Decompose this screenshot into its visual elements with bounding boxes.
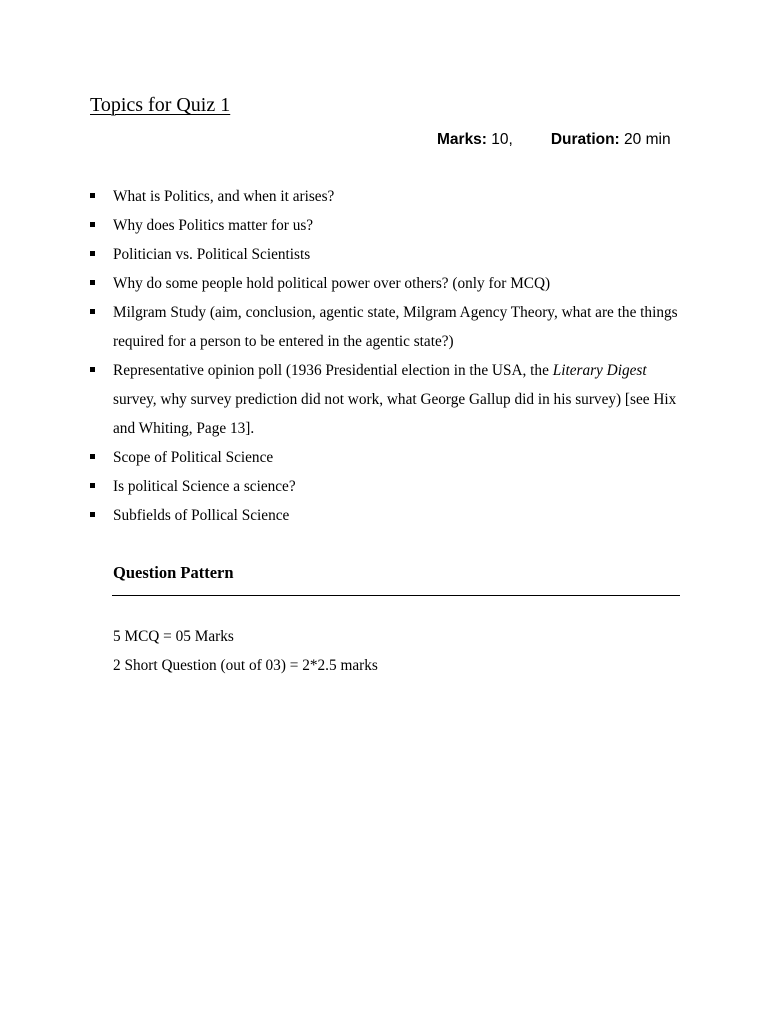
topic-text: Subfields of Pollical Science [113,507,290,524]
marks-value: 10, [491,131,513,148]
topic-text: Is political Science a science? [113,478,296,495]
topic-text-after: survey, why survey prediction did not work, what George Gallup did in his survey) [see Hix and Whiting, Page 13]. [113,391,677,437]
topic-item [113,472,683,501]
duration-value: 20 min [624,131,671,148]
topic-item [113,240,683,269]
question-pattern-list [113,622,378,680]
topic-item [113,356,683,443]
topic-item [113,182,683,211]
question-pattern-heading: Question Pattern [113,563,234,582]
bullet-icon [90,222,95,227]
publication-title: Literary Digest [552,362,647,379]
topic-list [113,182,683,530]
topic-item [113,211,683,240]
topic-item [113,501,683,530]
bullet-icon [90,309,95,314]
topic-text: Why do some people hold political power over others? (only for MCQ) [113,275,551,292]
topic-item [113,298,683,356]
quiz-meta [437,129,671,151]
pattern-line: 2 Short Question (out of 03) = 2*2.5 marks [113,657,378,674]
bullet-icon [90,483,95,488]
marks-label: Marks: [437,131,487,148]
pattern-line: 5 MCQ = 05 Marks [113,628,234,645]
duration-label: Duration: [550,131,620,148]
topic-item [113,269,683,298]
topic-text: Milgram Study (aim, conclusion, agentic state, Milgram Agency Theory, what are the things required for a person to be entered in the agentic state?) [113,304,678,350]
topic-text-before: Representative opinion poll (1936 Presidential election in the USA, the [113,362,553,379]
section-divider [112,595,680,596]
bullet-icon [90,251,95,256]
bullet-icon [90,454,95,459]
topic-text: Politician vs. Political Scientists [113,246,311,263]
bullet-icon [90,280,95,285]
topic-text: Why does Politics matter for us? [113,217,314,234]
bullet-icon [90,512,95,517]
topic-text: What is Politics, and when it arises? [113,188,335,205]
bullet-icon [90,367,95,372]
page-title: Topics for Quiz 1 [90,94,231,116]
bullet-icon [90,193,95,198]
topic-text: Scope of Political Science [113,449,274,466]
topic-item [113,443,683,472]
